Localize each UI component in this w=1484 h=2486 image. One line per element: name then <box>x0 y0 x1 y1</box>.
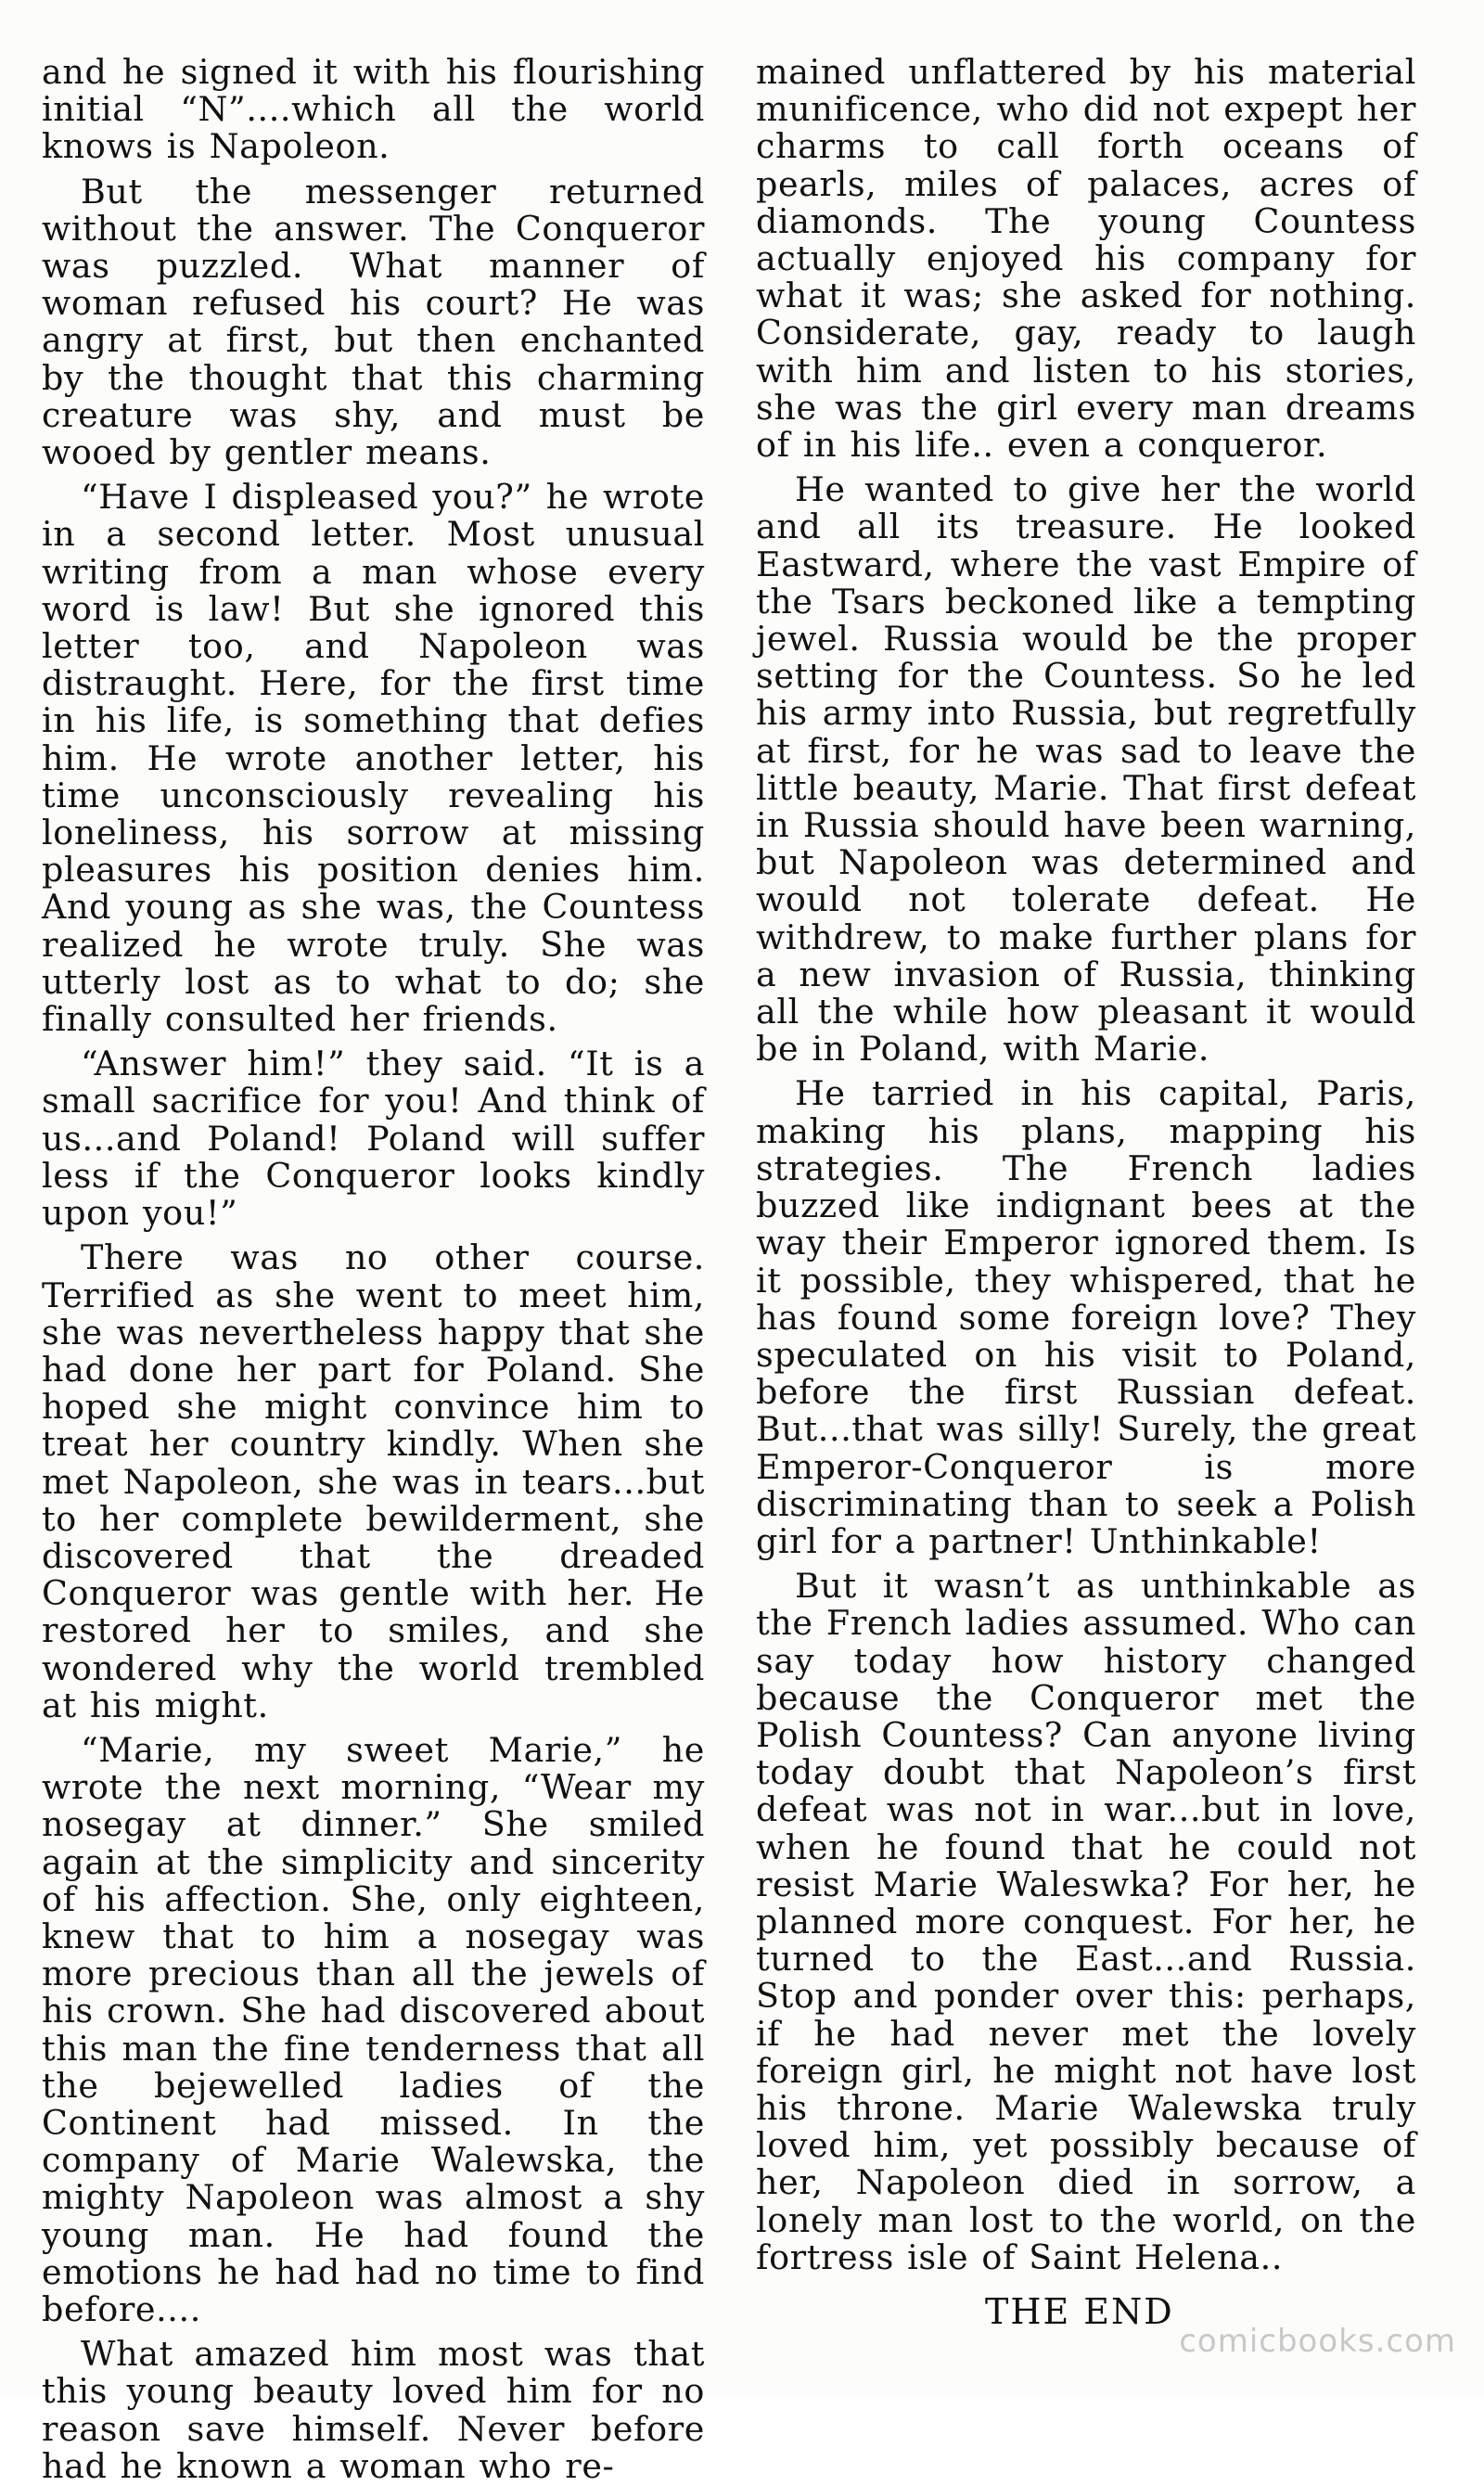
left-text-column <box>42 54 705 2485</box>
site-watermark: comicbooks.com <box>1179 2323 1456 2360</box>
paragraph: He wanted to give her the world and all its treasure. He looked Eastward, where the vast Empire of the Tsars beckoned like a tempting jewel. Russia would be the proper setting for the Countess. So he led his army into Russia, but regretfully at first, for he was sad to leave the little beauty, Marie. That first defeat in Russia should have been warning, but Napoleon was determined and would not tolerate defeat. He withdrew, to make further plans for a new invasion of Russia, thinking all the while how pleasant it would be in Poland, with Marie. <box>756 469 1416 1070</box>
paragraph: “Have I displeased you?” he wrote in a second letter. Most unusual writing from a man whose every word is law! But she ignored this letter too, and Napoleon was distraught. Here, for the first time in his life, is something that defies him. He wrote another letter, his time unconsciously revealing his loneliness, his sorrow at missing pleasures his position denies him. And young as she was, the Countess realized he wrote truly. She was utterly lost as to what to do; she finally consulted her friends. <box>42 477 705 1040</box>
right-text-column <box>756 54 1416 2276</box>
paragraph: What amazed him most was that this young beauty loved him for no reason save himself. Never before had he known a woman who re- <box>42 2334 705 2486</box>
paragraph: He tarried in his capital, Paris, making his plans, mapping his strategies. The French ladies buzzed like indignant bees at the way their Emperor ignored them. Is it possible, they whispered, that he has found some foreign love? They speculated on his visit to Poland, before the first Russian defeat. But...that was silly! Surely, the great Emperor-Conqueror is more discriminating than to seek a Polish girl for a partner! Unthinkable! <box>756 1073 1416 1561</box>
paragraph: mained unflattered by his material munificence, who did not expept her charms to call forth oceans of pearls, miles of palaces, acres of diamonds. The young Countess actually enjoyed his company for what it was; she asked for nothing. Considerate, gay, ready to laugh with him and listen to his stories, she was the girl every man dreams of in his life.. even a conqueror. <box>756 52 1416 466</box>
the-end-label: THE END <box>985 2291 1174 2332</box>
paragraph: But the messenger returned without the answer. The Conqueror was puzzled. What manner of woman refused his court? He was angry at first, but then enchanted by the thought that this charming creature was shy, and must be wooed by gentler means. <box>42 171 705 473</box>
paragraph: But it wasn’t as unthinkable as the French ladies assumed. Who can say today how history changed because the Conqueror met the Polish Countess? Can anyone living today doubt that Napoleon’s first defeat was not in war...but in love, when he found that he could not resist Marie Waleswka? For her, he planned more conquest. For her, he turned to the East...and Russia. Stop and ponder over this: perhaps, if he had never met the lovely foreign girl, he might not have lost his throne. Marie Walewska truly loved him, yet possibly because of her, Napoleon died in sorrow, a lonely man lost to the world, on the fortress isle of Saint Helena.. <box>756 1566 1416 2277</box>
paragraph: and he signed it with his flourishing initial “N”....which all the world knows is Napoleon. <box>42 52 705 167</box>
paragraph: “Marie, my sweet Marie,” he wrote the next morning, “Wear my nosegay at dinner.” She smiled again at the simplicity and sincerity of his affection. She, only eighteen, knew that to him a nosegay was more precious than all the jewels of his crown. She had discovered about this man the fine tenderness that all the bejewelled ladies of the Continent had missed. In the company of Marie Walewska, the mighty Napoleon was almost a shy young man. He had found the emotions he had had no time to find before.... <box>42 1729 705 2329</box>
paragraph: “Answer him!” they said. “It is a small sacrifice for you! And think of us...and Poland! Poland will suffer less if the Conqueror looks kindly upon you!” <box>42 1044 705 1234</box>
paragraph: There was no other course. Terrified as she went to meet him, she was nevertheless happy that she had done her part for Poland. She hoped she might convince him to treat her country kindly. When she met Napoleon, she was in tears...but to her complete bewilderment, she discovered that the dreaded Conqueror was gentle with her. He restored her to smiles, and she wondered why the world trembled at his might. <box>42 1237 705 1725</box>
